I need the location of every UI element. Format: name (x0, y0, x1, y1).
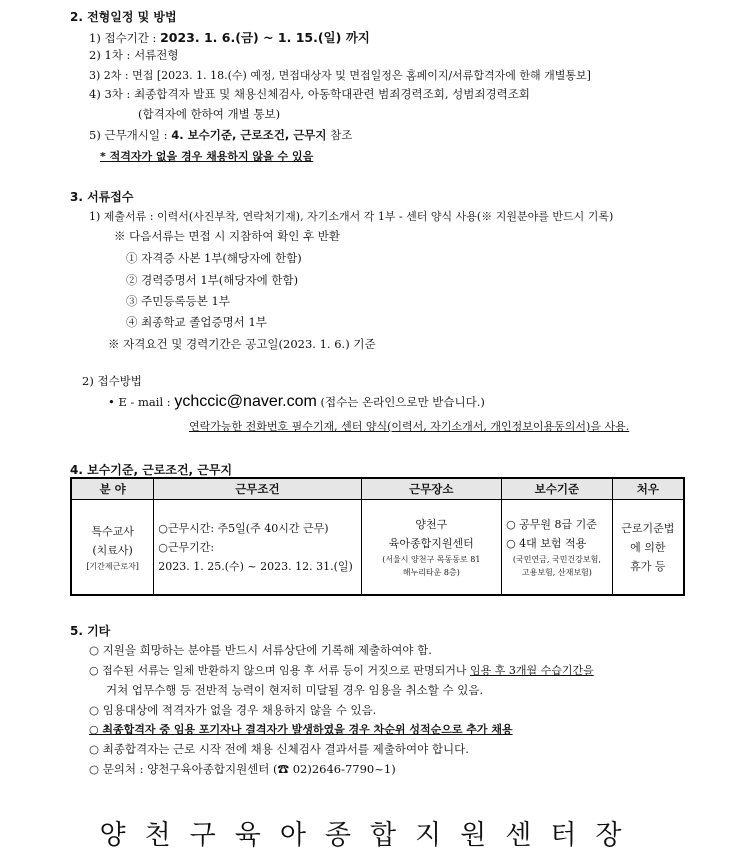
start-date-suffix: 참조 (326, 128, 353, 142)
table-header-row (71, 478, 684, 500)
sec2-note: * 적격자가 없을 경우 채용하지 않을 수 있음 (100, 150, 314, 163)
pay-insurance: ○ 4대 보험 적용 (506, 537, 587, 550)
sec3-method: 2) 접수방법 (82, 374, 142, 388)
cell-conditions (154, 500, 361, 596)
treatment-2: 에 의한 (630, 540, 666, 554)
header-treatment: 처우 (612, 478, 684, 500)
cell-pay (502, 500, 613, 596)
period-label: 1) 접수기간 : (89, 31, 161, 45)
email-label: • E - mail : (108, 395, 175, 409)
work-period-label: ○근무기간: (158, 540, 215, 554)
sec2-line-2: 2) 1차 : 서류전형 (89, 48, 179, 62)
header-pay: 보수기준 (502, 478, 613, 500)
sec5-line-4: ○ 최종합격자 중 임용 포기자나 결격자가 발생하였을 경우 차순위 성적순으로 추가 채용 (89, 723, 513, 736)
section-5-title: 5. 기타 (70, 624, 111, 638)
sec2-line-3: 3) 2차 : 면접 [2023. 1. 18.(수) 예정, 면접대상자 및 면접일정은 홈페이지/서류합격자에 한해 개별통보] (89, 69, 591, 82)
header-field: 분 야 (71, 478, 154, 500)
field-type: [기간제근로자] (86, 561, 139, 571)
pay-insurance-detail-1: (국민연금, 국민건강보험, (512, 555, 601, 564)
cell-place (361, 500, 502, 596)
sec3-item-1: ① 자격증 사본 1부(해당자에 한함) (126, 251, 302, 265)
sec5-line-1: ○ 지원을 희망하는 분야를 반드시 서류상단에 기록해 제출하여야 함. (89, 643, 432, 657)
sec3-line-1: 1) 제출서류 : 이력서(사진부착, 연락처기재), 자기소개서 각 1부 - 센터 양식 사용(※ 지원분야를 반드시 기록) (89, 210, 614, 223)
email-address[interactable]: ychccic@naver.com (174, 393, 317, 410)
header-conditions: 근무조건 (154, 478, 361, 500)
sec5-line-2-text: ○ 접수된 서류는 일체 반환하지 않으며 임용 후 서류 등이 거짓으로 판명되거나 (89, 664, 470, 677)
sec5-line-6: ○ 문의처 : 양천구육아종합지원센터 (☎ 02)2646-7790~1) (89, 762, 396, 776)
sec5-line-2 (89, 662, 594, 678)
probation-note: 임용 후 3개월 수습기간을 (469, 664, 594, 677)
treatment-3: 휴가 등 (630, 559, 666, 573)
sec3-item-4: ④ 최종학교 졸업증명서 1부 (126, 315, 267, 329)
sec3-note: ※ 자격요건 및 경력기간은 공고일(2023. 1. 6.) 기준 (108, 337, 376, 351)
section-2-title: 2. 전형일정 및 방법 (70, 10, 177, 24)
conditions-table (70, 477, 685, 596)
sec5-line-3: ○ 임용대상에 적격자가 없을 경우 채용하지 않을 수 있음. (89, 703, 377, 717)
section-4-title: 4. 보수기준, 근로조건, 근무지 (70, 463, 233, 477)
issuer-signature: 양천구육아종합지원센터장 (99, 820, 641, 851)
pay-insurance-detail-2: 고용보험, 산재보험) (521, 568, 592, 577)
field-name: 특수교사 (91, 524, 134, 538)
place-address-1: (서울시 양천구 목동동로 81 (382, 555, 481, 564)
place-name: 육아종합지원센터 (388, 537, 474, 550)
start-date-ref: 4. 보수기준, 근로조건, 근무지 (171, 128, 327, 142)
sec3-email-line (108, 393, 485, 411)
sec5-line-2b: 거쳐 업무수행 등 전반적 능력이 현저히 미달될 경우 임용을 취소할 수 있음. (106, 683, 484, 697)
email-note-inline: (접수는 온라인으로만 받습니다.) (316, 395, 485, 409)
sec2-line-4b: (합격자에 한하여 개별 통보) (138, 107, 281, 121)
cell-treatment (612, 500, 684, 596)
field-alt: (치료사) (92, 543, 133, 557)
section-3-title: 3. 서류접수 (70, 190, 134, 204)
sec2-line-4: 4) 3차 : 최종합격자 발표 및 채용신체검사, 아동학대관련 범죄경력조회, 성범죄경력조회 (89, 87, 530, 101)
cell-field (71, 500, 154, 596)
sec5-line-5: ○ 최종합격자는 근로 시작 전에 채용 신체검사 결과서를 제출하여야 합니다. (89, 742, 469, 756)
period-value: 2023. 1. 6.(금) ~ 1. 15.(일) 까지 (160, 30, 370, 45)
place-district: 양천구 (415, 518, 448, 531)
start-date-label: 5) 근무개시일 : (89, 128, 172, 142)
pay-grade: ○ 공무원 8급 기준 (506, 518, 597, 531)
work-period-value: 2023. 1. 25.(수) ~ 2023. 12. 31.(일) (158, 559, 353, 573)
sec2-line-5 (89, 127, 352, 143)
header-place: 근무장소 (361, 478, 502, 500)
sec2-line-1 (89, 28, 370, 46)
sec3-item-2: ② 경력증명서 1부(해당자에 한함) (126, 273, 299, 287)
sec3-line-2: ※ 다음서류는 면접 시 지참하여 확인 후 반환 (114, 229, 340, 243)
sec3-email-note: 연락가능한 전화번호 필수기재, 센터 양식(이력서, 자기소개서, 개인정보이용동의서)을 사용. (189, 420, 630, 433)
table-row (71, 500, 684, 596)
sec3-item-3: ③ 주민등록등본 1부 (126, 294, 230, 308)
work-hours: ○근무시간: 주5일(주 40시간 근무) (158, 521, 329, 535)
treatment-1: 근로기준법 (621, 521, 675, 535)
place-address-2: 해누리타운 8층) (402, 568, 460, 577)
